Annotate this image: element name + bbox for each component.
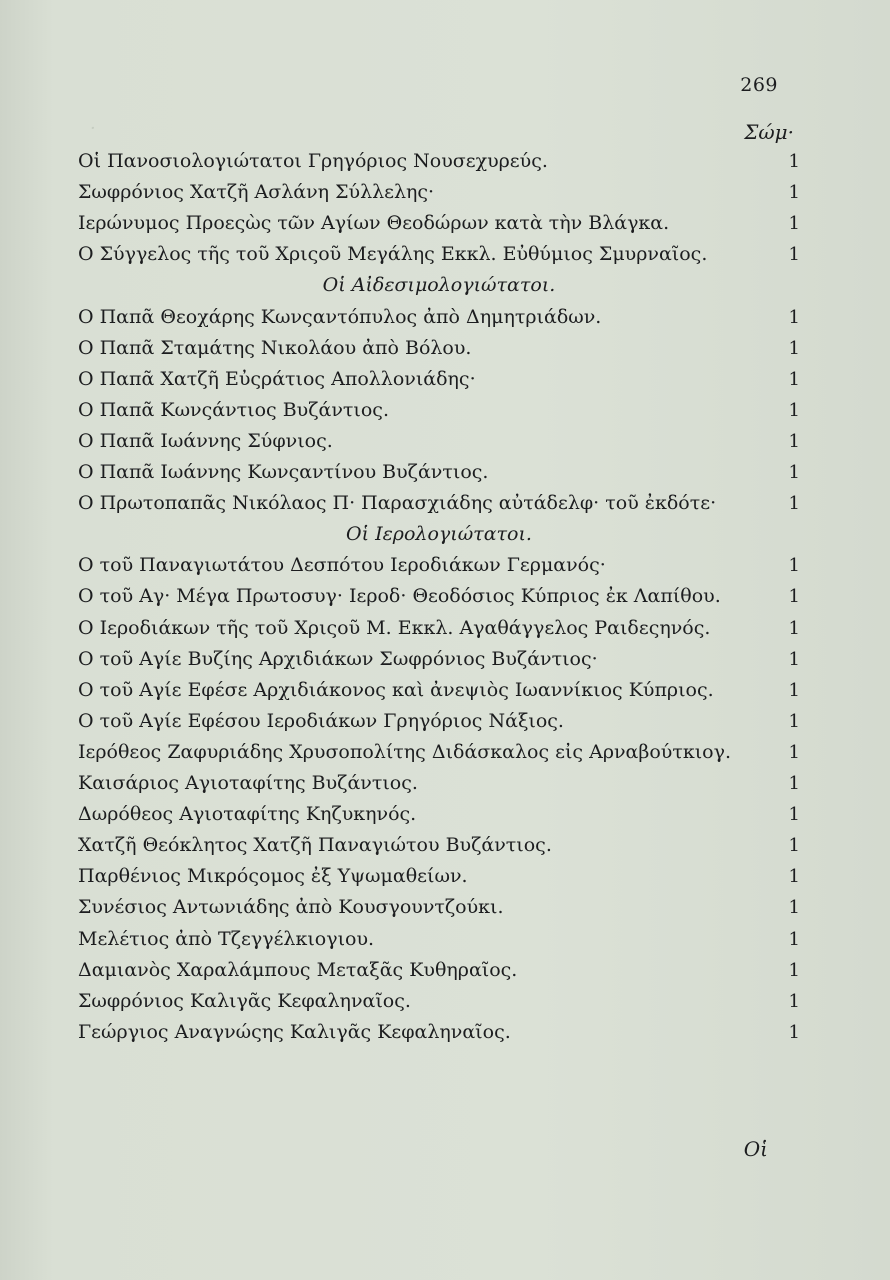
subscriber-name: Δωρόθεος Αγιοταφίτης Κηζυκηνός. (78, 803, 417, 825)
copy-count: 1 (788, 960, 800, 981)
copy-count: 1 (788, 1022, 800, 1043)
subscriber-name: Ο Παπᾶ Κωνςάντιος Βυζάντιος. (78, 399, 389, 421)
subscriber-name: Ο Ιεροδιάκων τῆς τοῦ Χριςοῦ Μ. Εκκλ. Αγαθάγγελος Ραιδεςηνός. (78, 617, 711, 639)
copy-count: 1 (788, 897, 800, 918)
subscriber-name: Χατζῆ Θεόκλητος Χατζῆ Παναγιώτου Βυζάντιος. (78, 834, 552, 856)
list-item (78, 834, 800, 865)
subscriber-name: Ο τοῦ Αγίε Βυζίης Αρχιδιάκων Σωφρόνιος Βυζάντιος· (78, 648, 598, 670)
subscriber-name: Ο Παπᾶ Ιωάννης Σύφνιος. (78, 430, 333, 452)
copy-count: 1 (788, 680, 800, 701)
list-item (78, 648, 800, 679)
catchword-top: Σώμ· (744, 120, 794, 144)
catchword-bottom: Οἱ (743, 1137, 768, 1161)
subscriber-name: Σωφρόνιος Χατζῆ Ασλάνη Σύλλελης· (78, 181, 435, 203)
copy-count: 1 (788, 244, 800, 265)
copy-count: 1 (788, 991, 800, 1012)
subscriber-name: Ο Σύγγελος τῆς τοῦ Χριςοῦ Μεγάλης Εκκλ. Εὐθύμιος Σμυρναῖος. (78, 243, 708, 265)
subscriber-name: Ο Παπᾶ Χατζῆ Εὐςράτιος Απολλονιάδης· (78, 368, 476, 390)
list-item (78, 928, 800, 959)
subscriber-name: Μελέτιος ἀπὸ Τζεγγέλκιογιου. (78, 928, 375, 950)
list-item (78, 741, 800, 772)
subscriber-name: Ο τοῦ Αγίε Εφέσε Αρχιδιάκονος καὶ ἀνεψιὸς Ιωαννίκιος Κύπριος. (78, 679, 714, 701)
list-item (78, 368, 800, 399)
list-item (78, 896, 800, 927)
copy-count: 1 (788, 338, 800, 359)
copy-count: 1 (788, 462, 800, 483)
copy-count: 1 (788, 711, 800, 732)
list-item (78, 306, 800, 337)
subscriber-name: Ο Παπᾶ Σταμάτης Νικολάου ἀπὸ Βόλου. (78, 337, 472, 359)
list-item (78, 865, 800, 896)
copy-count: 1 (788, 182, 800, 203)
subscriber-name: Ιερώνυμος Προεςὼς τῶν Αγίων Θεοδώρων κατὰ τὴν Βλάγκα. (78, 212, 670, 234)
copy-count: 1 (788, 649, 800, 670)
section-heading: Οἱ Αἰδεσιμολογιώτατοι. (322, 274, 556, 296)
list-item (78, 803, 800, 834)
list-item (78, 461, 800, 492)
list-item (78, 150, 800, 181)
subscriber-name: Ο τοῦ Αγ· Μέγα Πρωτοσυγ· Ιεροδ· Θεοδόσιος Κύπριος ἐκ Λαπίθου. (78, 585, 721, 607)
list-item (78, 617, 800, 648)
list-item (78, 585, 800, 616)
subscriber-name: Ο Παπᾶ Θεοχάρης Κωνςαντόπυλος ἀπὸ Δημητριάδων. (78, 306, 602, 328)
subscriber-name: Ο Παπᾶ Ιωάννης Κωνςαντίνου Βυζάντιος. (78, 461, 489, 483)
subscriber-name: Σωφρόνιος Καλιγᾶς Κεφαληναῖος. (78, 990, 411, 1012)
list-item (78, 990, 800, 1021)
list-item (78, 430, 800, 461)
list-item (78, 772, 800, 803)
list-item (78, 554, 800, 585)
copy-count: 1 (788, 773, 800, 794)
list-item (78, 399, 800, 430)
copy-count: 1 (788, 151, 800, 172)
list-item (78, 212, 800, 243)
list-item (78, 181, 800, 212)
subscriber-name: Ιερόθεος Ζαφυριάδης Χρυσοπολίτης Διδάσκαλος εἰς Αρναβούτκιογ. (78, 741, 732, 763)
list-item (78, 1021, 800, 1052)
list-item (78, 337, 800, 368)
copy-count: 1 (788, 213, 800, 234)
list-item (78, 959, 800, 990)
section-heading: Οἱ Ιερολογιώτατοι. (346, 523, 532, 545)
copy-count: 1 (788, 400, 800, 421)
copy-count: 1 (788, 742, 800, 763)
copy-count: 1 (788, 835, 800, 856)
copy-count: 1 (788, 618, 800, 639)
copy-count: 1 (788, 929, 800, 950)
copy-count: 1 (788, 555, 800, 576)
subscriber-name: Οἱ Πανοσιολογιώτατοι Γρηγόριος Νουσεχυρεύς. (78, 150, 548, 172)
list-item (78, 243, 800, 274)
copy-count: 1 (788, 493, 800, 514)
list-item (78, 492, 800, 523)
subscriber-name: Γεώργιος Αναγνώςης Καλιγᾶς Κεφαληναῖος. (78, 1021, 511, 1043)
subscriber-name: Ο Πρωτοπαπᾶς Νικόλαος Π· Παρασχιάδης αὐτάδελφ· τοῦ ἐκδότε· (78, 492, 717, 514)
copy-count: 1 (788, 586, 800, 607)
bleed-through-text: · (90, 118, 96, 139)
copy-count: 1 (788, 307, 800, 328)
subscriber-name: Καισάριος Αγιοταφίτης Βυζάντιος. (78, 772, 418, 794)
copy-count: 1 (788, 369, 800, 390)
subscriber-name: Παρθένιος Μικρόςομος ἐξ Υψωμαθείων. (78, 865, 468, 887)
subscriber-name: Δαμιανὸς Χαραλάμπους Μεταξᾶς Κυθηραῖος. (78, 959, 518, 981)
copy-count: 1 (788, 866, 800, 887)
copy-count: 1 (788, 431, 800, 452)
page-number: 269 (740, 74, 778, 96)
subscriber-name: Συνέσιος Αντωνιάδης ἀπὸ Κουσγουντζούκι. (78, 896, 504, 918)
subscriber-name: Ο τοῦ Παναγιωτάτου Δεσπότου Ιεροδιάκων Γερμανός· (78, 554, 606, 576)
list-item (78, 679, 800, 710)
copy-count: 1 (788, 804, 800, 825)
subscriber-name: Ο τοῦ Αγίε Εφέσου Ιεροδιάκων Γρηγόριος Νάξιος. (78, 710, 564, 732)
list-item (78, 710, 800, 741)
